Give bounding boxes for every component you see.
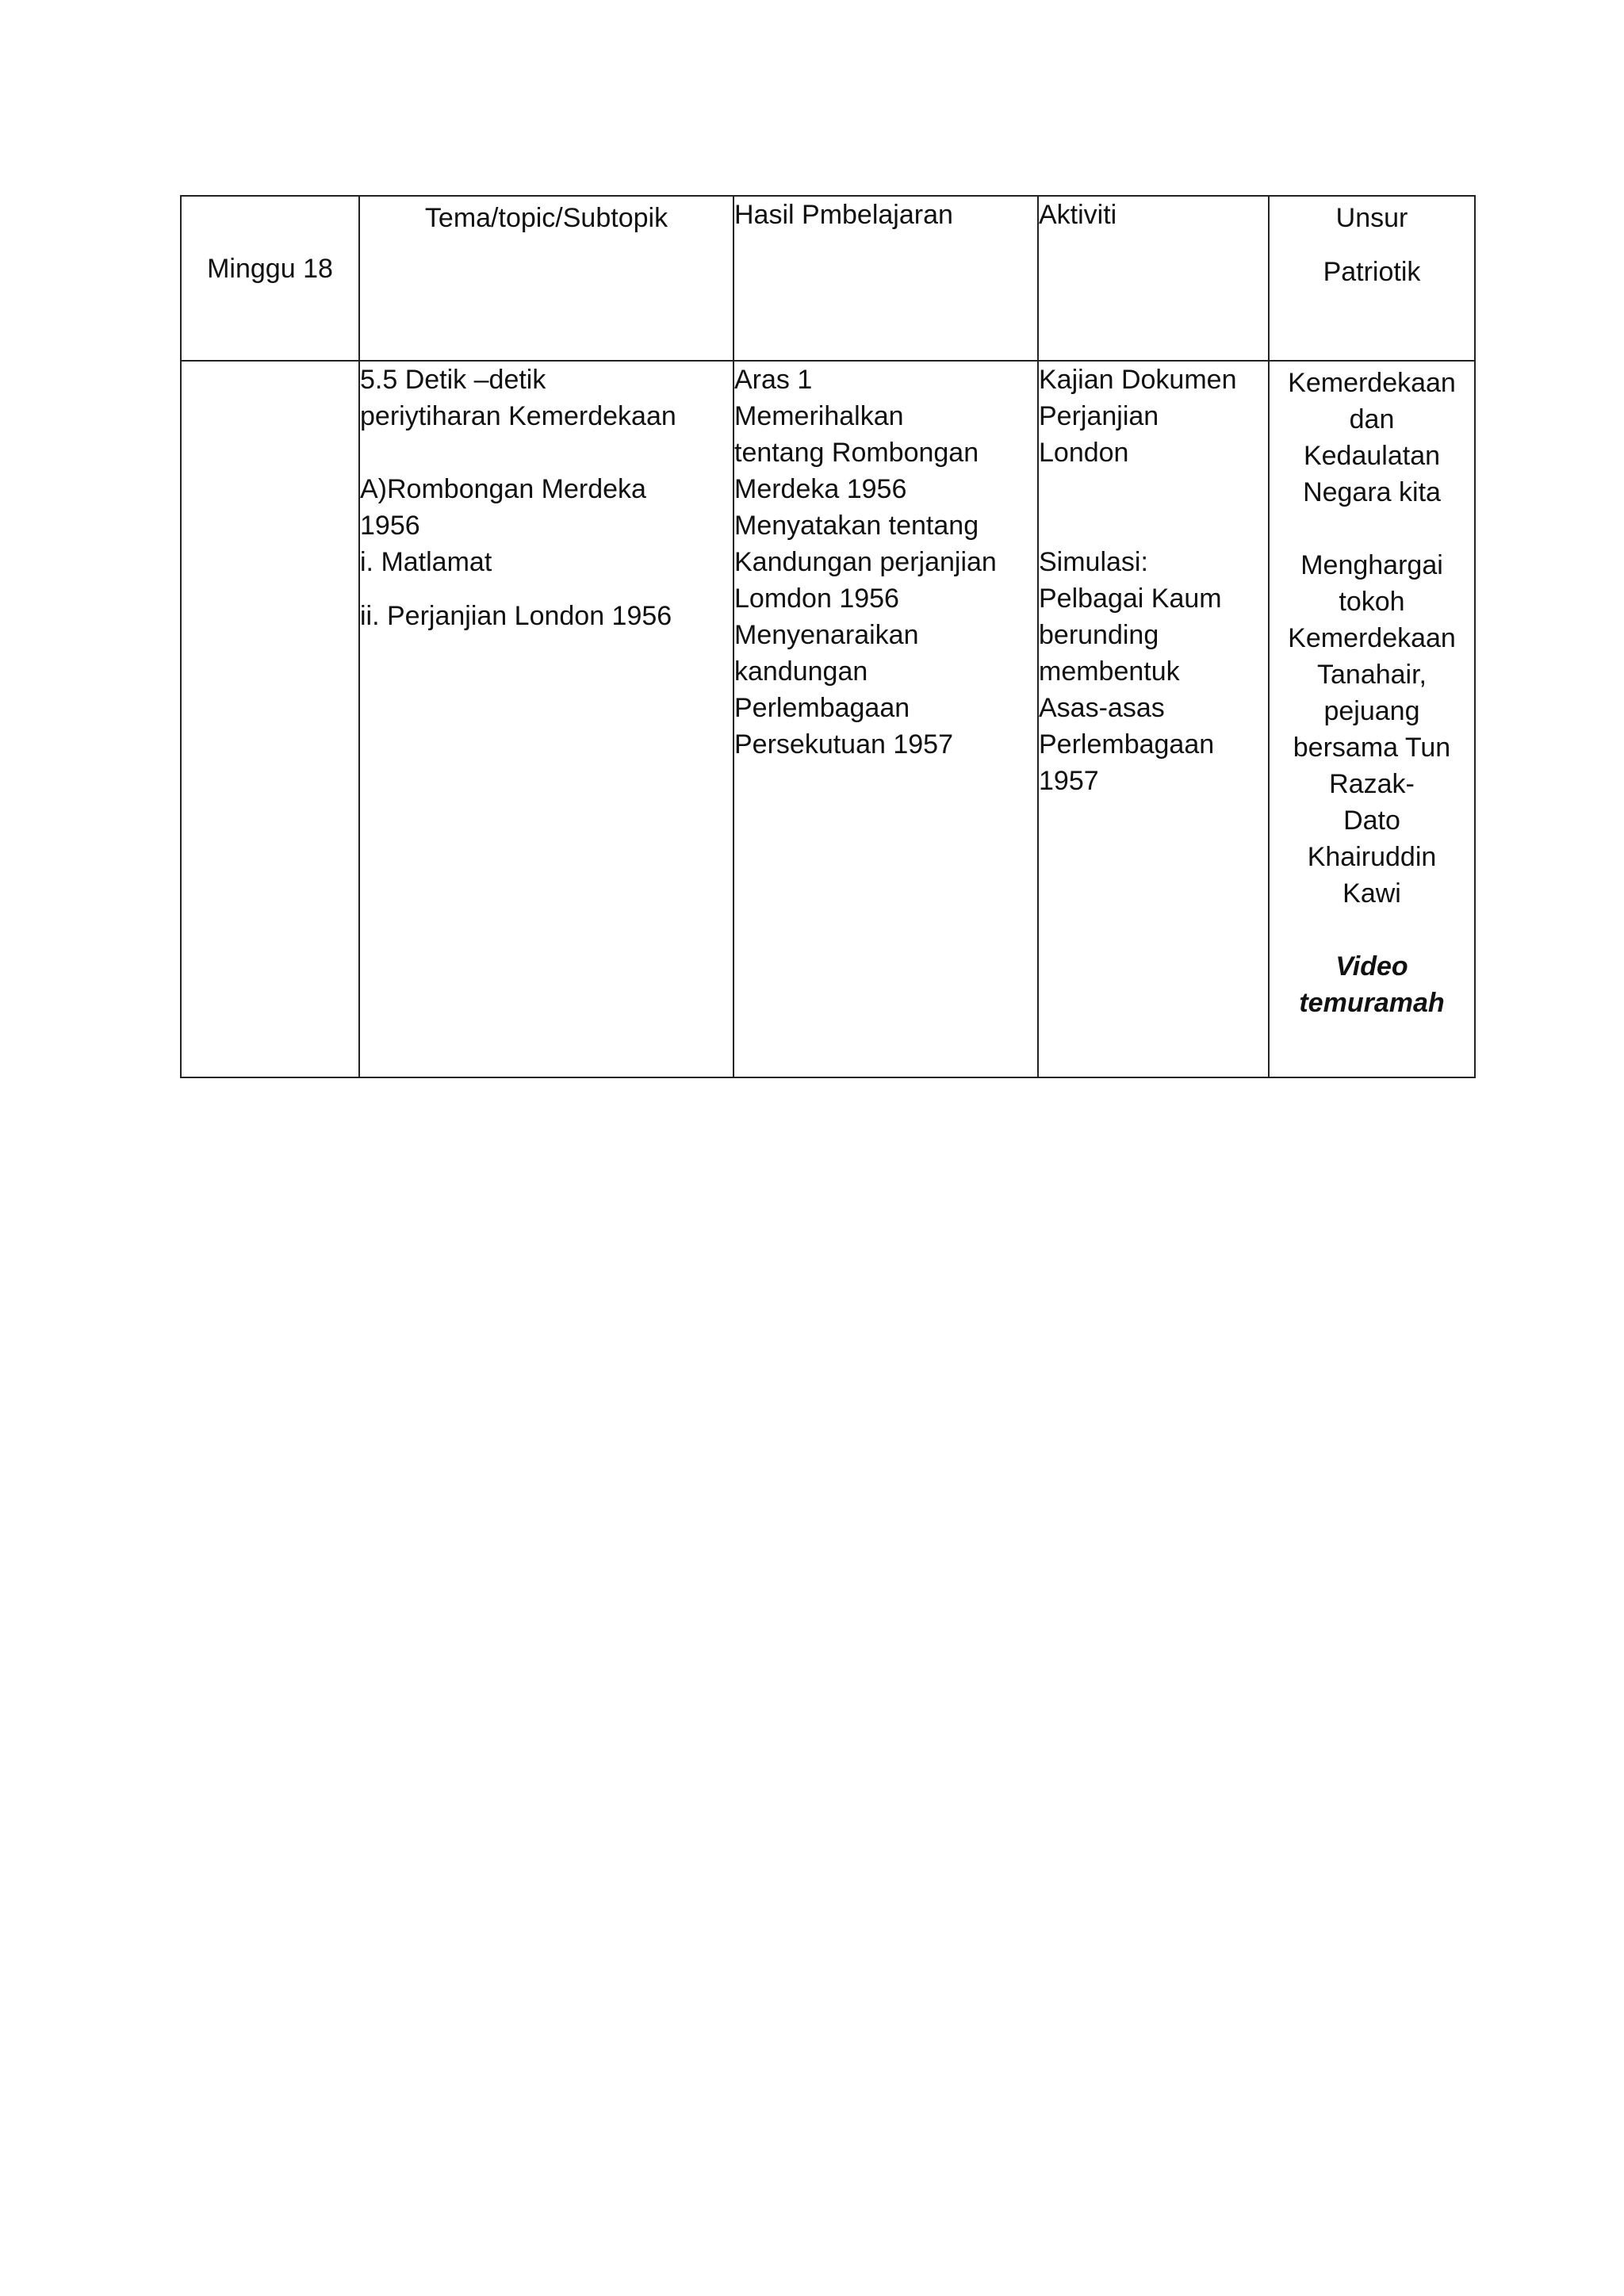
activity-header-cell: [1038, 196, 1269, 361]
theme-line: 1956: [360, 511, 420, 541]
outcome-line: Kandungan perjanjian: [734, 547, 997, 577]
activity-line: 1957: [1039, 766, 1099, 796]
element-header-cell: [1269, 196, 1475, 361]
outcome-line: Memerihalkan: [734, 401, 904, 431]
theme-line: A)Rombongan Merdeka: [360, 474, 646, 504]
element-line: Razak-: [1329, 769, 1415, 799]
week-label: Minggu 18: [207, 254, 333, 284]
empty-week-cell: [181, 361, 359, 1077]
outcome-line: kandungan: [734, 656, 868, 687]
activity-line: membentuk: [1039, 656, 1180, 687]
element-line: Kemerdekaan: [1288, 623, 1456, 653]
element-line-emphasis: Video: [1335, 951, 1408, 982]
theme-line: periytiharan Kemerdekaan: [360, 401, 676, 431]
table-header-row: [181, 196, 1475, 361]
theme-header-cell: [359, 196, 733, 361]
outcome-line: Merdeka 1956: [734, 474, 907, 504]
activity-line: Pelbagai Kaum: [1039, 584, 1222, 614]
week-cell: [181, 196, 359, 361]
element-line: Kedaulatan: [1303, 441, 1441, 471]
theme-line: 5.5 Detik –detik: [360, 365, 546, 395]
element-cell: [1269, 361, 1475, 1077]
outcome-cell: [733, 361, 1038, 1077]
element-line: Menghargai: [1300, 550, 1443, 580]
theme-line: ii. Perjanjian London 1956: [360, 601, 672, 631]
element-header-line2: Patriotik: [1323, 257, 1421, 287]
element-line: tokoh: [1339, 587, 1405, 617]
table-content-row: [181, 361, 1475, 1077]
activity-line: Asas-asas: [1039, 693, 1165, 723]
outcome-line: Persekutuan 1957: [734, 729, 953, 760]
element-line: Khairuddin: [1307, 842, 1437, 872]
theme-line: i. Matlamat: [360, 547, 492, 577]
outcome-line: Aras 1: [734, 365, 813, 395]
element-header-line1: Unsur: [1335, 203, 1408, 233]
element-line: dan: [1349, 404, 1395, 434]
activity-line: berunding: [1039, 620, 1159, 650]
lesson-plan-table: [180, 195, 1476, 1078]
activity-line: London: [1039, 438, 1129, 468]
outcome-line: Menyenaraikan: [734, 620, 919, 650]
element-line: Dato: [1343, 806, 1400, 836]
outcome-line: tentang Rombongan: [734, 438, 979, 468]
activity-header: Aktiviti: [1039, 200, 1117, 230]
outcome-header: Hasil Pmbelajaran: [734, 200, 953, 230]
element-line: Negara kita: [1303, 477, 1441, 507]
activity-line: Perjanjian: [1039, 401, 1159, 431]
outcome-line: Lomdon 1956: [734, 584, 899, 614]
outcome-line: Perlembagaan: [734, 693, 910, 723]
activity-line: Perlembagaan: [1039, 729, 1215, 760]
activity-line: Kajian Dokumen: [1039, 365, 1237, 395]
element-line: pejuang: [1323, 696, 1420, 726]
activity-line: Simulasi:: [1039, 547, 1148, 577]
activity-cell: [1038, 361, 1269, 1077]
outcome-line: Menyatakan tentang: [734, 511, 979, 541]
element-line-emphasis: temuramah: [1299, 988, 1445, 1018]
element-line: Kawi: [1342, 878, 1401, 909]
outcome-header-cell: [733, 196, 1038, 361]
theme-header: Tema/topic/Subtopik: [424, 203, 668, 233]
theme-cell: [359, 361, 733, 1077]
element-line: bersama Tun: [1293, 733, 1451, 763]
element-line: Tanahair,: [1317, 660, 1427, 690]
element-line: Kemerdekaan: [1288, 368, 1456, 398]
